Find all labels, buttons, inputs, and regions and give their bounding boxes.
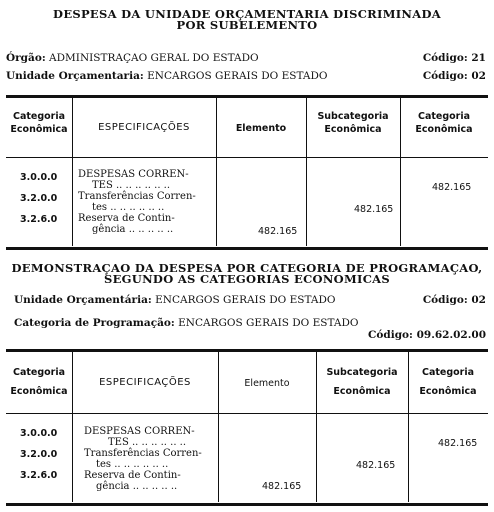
header-especificacoes: ESPECIFICAÇÕES (98, 122, 190, 133)
unidade-codigo: Código: 02 (422, 294, 486, 306)
desc-line: Reserva de Contin- (84, 470, 181, 481)
doc1-title-line1: DESPESA DA UNIDADE ORÇAMENTARIA DISCRIMINADA (53, 7, 441, 21)
table-top-rule (6, 95, 488, 98)
programacao-label: Categoria de Programação: (14, 317, 175, 329)
desc-line: TES .. .. .. .. .. .. (108, 437, 187, 448)
desc-line: TES .. .. .. .. .. .. (92, 180, 171, 191)
header-especificacoes: ESPECIFICAÇÕES (99, 377, 191, 388)
orgao-codigo: Código: 21 (422, 52, 486, 64)
col-divider (72, 351, 73, 502)
unidade-label: Unidade Orçamentária: (14, 294, 152, 306)
code-item: 3.2.0.0 (20, 449, 58, 460)
unidade-codigo: Código: 02 (422, 70, 486, 82)
desc-line: gência .. .. .. .. .. (96, 481, 178, 492)
unidade-label: Unidade Orçamentaria: (6, 70, 144, 82)
doc1-orgao-row (6, 52, 259, 64)
table-header-rule (6, 157, 488, 158)
desc-line: DESPESAS CORREN- (78, 169, 189, 180)
code-item: 3.0.0.0 (20, 428, 58, 439)
table-header-rule (6, 413, 488, 414)
subcategoria-value: 482.165 (354, 204, 394, 215)
header-subcategoria: Subcategoria Econômica (317, 111, 389, 135)
orgao-value: ADMINISTRAÇAO GERAL DO ESTADO (49, 52, 259, 64)
header-categoria-right: Categoria Econômica (419, 367, 477, 397)
table-bottom-rule (6, 503, 488, 506)
header-categoria: Categoria Econômica (10, 111, 68, 135)
programacao-value: ENCARGOS GERAIS DO ESTADO (178, 317, 359, 329)
header-categoria-right: Categoria Econômica (415, 111, 473, 135)
desc-line: Reserva de Contin- (78, 213, 175, 224)
code-item: 3.0.0.0 (20, 172, 58, 183)
col-divider (218, 351, 219, 502)
doc2-title-line2: SEGUNDO AS CATEGORIAS ECONOMICAS (104, 272, 390, 286)
desc-line: tes .. .. .. .. .. .. (92, 202, 165, 213)
col-divider (216, 97, 217, 246)
desc-line: gência .. .. .. .. .. (92, 224, 174, 235)
unidade-value: ENCARGOS GERAIS DO ESTADO (147, 70, 328, 82)
header-elemento: Elemento (235, 123, 287, 134)
categoria-value: 482.165 (432, 182, 472, 193)
doc1-unidade-row (6, 70, 328, 82)
categoria-value: 482.165 (438, 438, 478, 449)
desc-line: Transferências Corren- (84, 448, 202, 459)
doc2-unidade-row (14, 294, 336, 306)
programacao-codigo: Código: 09.62.02.00 (368, 329, 486, 341)
header-categoria: Categoria Econômica (10, 367, 68, 397)
code-item: 3.2.6.0 (20, 470, 58, 481)
code-item: 3.2.6.0 (20, 214, 58, 225)
elemento-value: 482.165 (262, 481, 302, 492)
doc2-programacao-row (14, 317, 359, 329)
doc2-title-line1: DEMONSTRAÇAO DA DESPESA POR CATEGORIA DE PROGRAMAÇAO, (11, 261, 483, 275)
doc1-title-line2: POR SUBELEMENTO (176, 18, 318, 32)
unidade-value: ENCARGOS GERAIS DO ESTADO (155, 294, 336, 306)
col-divider (72, 97, 73, 246)
header-elemento: Elemento (244, 378, 290, 389)
orgao-label: Órgão: (6, 52, 46, 64)
header-subcategoria: Subcategoria Econômica (326, 367, 398, 397)
code-item: 3.2.0.0 (20, 193, 58, 204)
table-top-rule (6, 349, 488, 352)
desc-line: DESPESAS CORREN- (84, 426, 195, 437)
desc-line: tes .. .. .. .. .. .. (96, 459, 169, 470)
subcategoria-value: 482.165 (356, 460, 396, 471)
desc-line: Transferências Corren- (78, 191, 196, 202)
elemento-value: 482.165 (258, 226, 298, 237)
table-bottom-rule (6, 247, 488, 250)
